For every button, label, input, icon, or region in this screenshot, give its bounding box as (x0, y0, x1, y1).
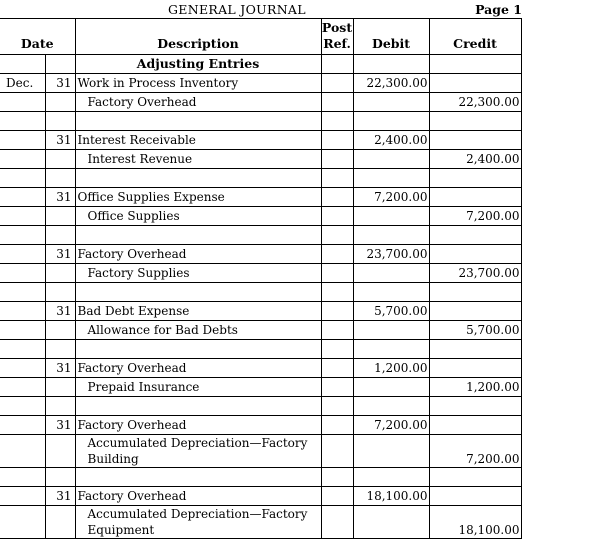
entry-month-empty (0, 264, 45, 283)
journal-title: GENERAL JOURNAL (168, 2, 306, 17)
spacer-cell (353, 283, 429, 302)
spacer-cell (353, 397, 429, 416)
credit-account: Accumulated Depreciation—Factory Equipment (75, 506, 321, 539)
debit-amount-empty (353, 378, 429, 397)
debit-amount-empty (353, 435, 429, 468)
spacer-cell (321, 169, 353, 188)
credit-account: Prepaid Insurance (75, 378, 321, 397)
section-credit-cell (429, 55, 521, 74)
entry-credit-row (0, 264, 521, 283)
debit-account: Office Supplies Expense (75, 188, 321, 207)
debit-account: Work in Process Inventory (75, 74, 321, 93)
general-journal-table (0, 18, 522, 539)
post-ref-cell (321, 74, 353, 93)
credit-amount-empty (429, 74, 521, 93)
page-number: Page 1 (475, 2, 522, 17)
entry-month (0, 188, 45, 207)
spacer-cell (75, 226, 321, 245)
post-ref-cell (321, 435, 353, 468)
spacer-cell (75, 169, 321, 188)
credit-amount-empty (429, 188, 521, 207)
spacer-cell (429, 112, 521, 131)
entry-month-empty (0, 207, 45, 226)
spacer-cell (0, 226, 45, 245)
entry-day-empty (45, 321, 75, 340)
entry-day: 31 (45, 188, 75, 207)
entry-debit-row (0, 359, 521, 378)
credit-amount-empty (429, 359, 521, 378)
spacer-cell (429, 226, 521, 245)
credit-account: Interest Revenue (75, 150, 321, 169)
spacer-cell (353, 468, 429, 487)
entry-debit-row (0, 302, 521, 321)
spacer-cell (45, 226, 75, 245)
entry-debit-row (0, 487, 521, 506)
debit-amount: 7,200.00 (353, 188, 429, 207)
debit-account: Bad Debt Expense (75, 302, 321, 321)
credit-account: Office Supplies (75, 207, 321, 226)
spacer-row (0, 340, 521, 359)
post-ref-cell (321, 487, 353, 506)
spacer-cell (45, 468, 75, 487)
post-ref-cell (321, 207, 353, 226)
entry-day: 31 (45, 302, 75, 321)
debit-amount-empty (353, 150, 429, 169)
entry-day-empty (45, 207, 75, 226)
post-ref-cell (321, 188, 353, 207)
journal-title-bar (0, 0, 600, 18)
entry-day-empty (45, 378, 75, 397)
post-ref-header-line2: Ref. (323, 36, 351, 51)
debit-amount-empty (353, 264, 429, 283)
spacer-row (0, 169, 521, 188)
spacer-cell (45, 112, 75, 131)
debit-account: Interest Receivable (75, 131, 321, 150)
entry-month (0, 245, 45, 264)
credit-account: Factory Supplies (75, 264, 321, 283)
entry-day: 31 (45, 131, 75, 150)
spacer-cell (0, 468, 45, 487)
spacer-cell (0, 112, 45, 131)
entry-month-empty (0, 435, 45, 468)
entry-day-empty (45, 264, 75, 283)
spacer-cell (0, 340, 45, 359)
credit-amount: 5,700.00 (429, 321, 521, 340)
spacer-cell (429, 397, 521, 416)
entry-day-empty (45, 506, 75, 539)
debit-amount-empty (353, 207, 429, 226)
credit-amount-empty (429, 245, 521, 264)
spacer-row (0, 112, 521, 131)
post-ref-cell (321, 321, 353, 340)
entry-day-empty (45, 435, 75, 468)
entry-debit-row (0, 74, 521, 93)
post-ref-cell (321, 245, 353, 264)
entry-credit-row (0, 378, 521, 397)
debit-amount-empty (353, 321, 429, 340)
spacer-cell (353, 340, 429, 359)
credit-amount: 7,200.00 (429, 207, 521, 226)
entry-day-empty (45, 93, 75, 112)
entry-month-empty (0, 93, 45, 112)
credit-amount-empty (429, 416, 521, 435)
spacer-row (0, 283, 521, 302)
spacer-cell (75, 112, 321, 131)
entry-credit-row (0, 321, 521, 340)
spacer-cell (321, 340, 353, 359)
entry-credit-row (0, 207, 521, 226)
entry-month (0, 487, 45, 506)
spacer-cell (45, 283, 75, 302)
credit-amount-empty (429, 302, 521, 321)
post-ref-cell (321, 302, 353, 321)
spacer-cell (45, 397, 75, 416)
entry-month (0, 131, 45, 150)
spacer-cell (75, 468, 321, 487)
post-ref-cell (321, 506, 353, 539)
post-ref-cell (321, 131, 353, 150)
debit-amount: 1,200.00 (353, 359, 429, 378)
credit-account: Factory Overhead (75, 93, 321, 112)
debit-amount: 7,200.00 (353, 416, 429, 435)
description-header: Description (75, 19, 321, 55)
debit-amount: 22,300.00 (353, 74, 429, 93)
debit-header: Debit (353, 19, 429, 55)
entry-debit-row (0, 416, 521, 435)
spacer-cell (353, 226, 429, 245)
credit-amount: 1,200.00 (429, 378, 521, 397)
debit-amount: 18,100.00 (353, 487, 429, 506)
debit-amount-empty (353, 93, 429, 112)
entry-month (0, 416, 45, 435)
credit-amount: 18,100.00 (429, 506, 521, 539)
entry-day: 31 (45, 416, 75, 435)
entry-month: Dec. (0, 74, 45, 93)
entry-month-empty (0, 378, 45, 397)
section-row (0, 55, 521, 74)
credit-amount: 7,200.00 (429, 435, 521, 468)
post-ref-header (321, 19, 353, 55)
debit-amount: 2,400.00 (353, 131, 429, 150)
credit-account: Allowance for Bad Debts (75, 321, 321, 340)
debit-amount: 5,700.00 (353, 302, 429, 321)
journal-body (0, 55, 521, 539)
spacer-cell (429, 283, 521, 302)
entry-credit-row (0, 435, 521, 468)
spacer-cell (321, 226, 353, 245)
entry-credit-row (0, 93, 521, 112)
debit-account: Factory Overhead (75, 359, 321, 378)
spacer-cell (0, 169, 45, 188)
spacer-cell (321, 397, 353, 416)
entry-month (0, 302, 45, 321)
entry-credit-row (0, 150, 521, 169)
entry-day-empty (45, 150, 75, 169)
entry-credit-row (0, 506, 521, 539)
credit-amount: 22,300.00 (429, 93, 521, 112)
entry-month-empty (0, 506, 45, 539)
section-debit-cell (353, 55, 429, 74)
spacer-cell (45, 169, 75, 188)
spacer-cell (429, 169, 521, 188)
entry-month-empty (0, 150, 45, 169)
post-ref-cell (321, 264, 353, 283)
post-ref-cell (321, 378, 353, 397)
spacer-row (0, 397, 521, 416)
spacer-cell (75, 340, 321, 359)
spacer-cell (75, 283, 321, 302)
debit-account: Factory Overhead (75, 487, 321, 506)
credit-amount-empty (429, 487, 521, 506)
post-ref-cell (321, 359, 353, 378)
section-title: Adjusting Entries (75, 55, 321, 74)
post-ref-cell (321, 150, 353, 169)
spacer-row (0, 226, 521, 245)
spacer-cell (353, 169, 429, 188)
section-date-cell (0, 55, 45, 74)
credit-account: Accumulated Depreciation—Factory Building (75, 435, 321, 468)
credit-header: Credit (429, 19, 521, 55)
section-day-cell (45, 55, 75, 74)
entry-day: 31 (45, 74, 75, 93)
entry-month (0, 359, 45, 378)
credit-amount: 2,400.00 (429, 150, 521, 169)
entry-debit-row (0, 131, 521, 150)
debit-account: Factory Overhead (75, 245, 321, 264)
spacer-cell (45, 340, 75, 359)
spacer-row (0, 468, 521, 487)
entry-debit-row (0, 245, 521, 264)
section-ref-cell (321, 55, 353, 74)
post-ref-cell (321, 416, 353, 435)
spacer-cell (429, 340, 521, 359)
entry-day: 31 (45, 487, 75, 506)
header-row (0, 19, 521, 55)
debit-amount-empty (353, 506, 429, 539)
spacer-cell (321, 112, 353, 131)
spacer-cell (0, 283, 45, 302)
spacer-cell (353, 112, 429, 131)
credit-amount-empty (429, 131, 521, 150)
spacer-cell (321, 283, 353, 302)
spacer-cell (429, 468, 521, 487)
entry-day: 31 (45, 359, 75, 378)
entry-month-empty (0, 321, 45, 340)
date-header: Date (0, 19, 75, 55)
post-ref-cell (321, 93, 353, 112)
post-ref-header-line1: Post (321, 20, 353, 35)
entry-debit-row (0, 188, 521, 207)
spacer-cell (75, 397, 321, 416)
spacer-cell (0, 397, 45, 416)
credit-amount: 23,700.00 (429, 264, 521, 283)
entry-day: 31 (45, 245, 75, 264)
spacer-cell (321, 468, 353, 487)
debit-account: Factory Overhead (75, 416, 321, 435)
debit-amount: 23,700.00 (353, 245, 429, 264)
